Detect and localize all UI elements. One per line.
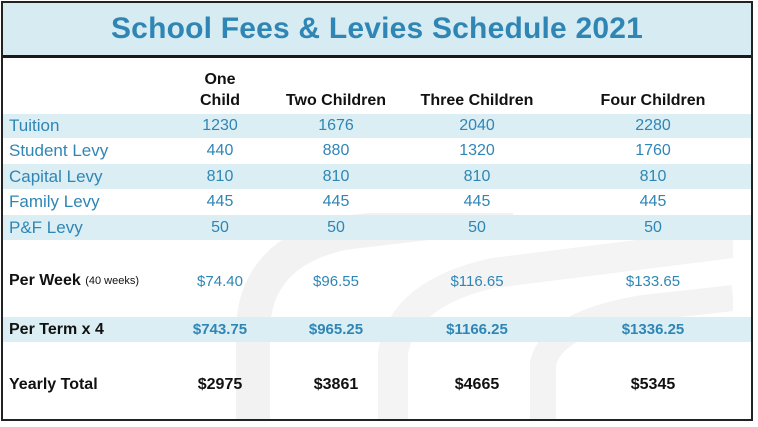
per-week-row	[3, 265, 751, 297]
table-cell: $3861	[313, 376, 359, 393]
row-label-student-levy: Student Levy	[9, 141, 109, 160]
table-cell: 2280	[635, 117, 671, 134]
table-cell: 1230	[202, 117, 238, 134]
table-cell: 1760	[635, 142, 671, 159]
table-cell: 445	[206, 193, 234, 210]
title-bar	[3, 3, 751, 58]
table-cell: $5345	[630, 376, 676, 393]
table-cell: 50	[327, 218, 345, 236]
table-cell: $2975	[197, 376, 243, 393]
table-cell: 810	[639, 167, 667, 185]
table-row	[3, 138, 751, 164]
per-term-label: Per Term x 4	[9, 320, 104, 338]
per-week-label: Per Week (40 weeks)	[9, 272, 139, 289]
table-cell: 50	[468, 218, 486, 236]
column-header-four-children: Four Children	[600, 92, 706, 109]
table-cell: 445	[463, 193, 491, 210]
table-cell: 880	[322, 142, 350, 159]
table-cell: 1320	[459, 142, 495, 159]
column-header-three-children: Three Children	[420, 92, 534, 109]
column-header-two-children: Two Children	[285, 92, 387, 109]
table-cell: 440	[206, 142, 234, 159]
table-cell: $116.65	[450, 272, 504, 290]
row-label-family-levy: Family Levy	[9, 192, 100, 211]
table-cell: 810	[206, 167, 234, 185]
row-label-tuition: Tuition	[9, 116, 60, 135]
yearly-total-label: Yearly Total	[9, 376, 98, 393]
per-term-row	[3, 317, 751, 342]
table-row	[3, 215, 751, 240]
table-row	[3, 189, 751, 215]
table-row	[3, 164, 751, 189]
page-title: School Fees & Levies Schedule 2021	[110, 12, 644, 45]
table-cell: $96.55	[313, 272, 359, 290]
table-cell: 1676	[318, 117, 354, 134]
table-cell: $1336.25	[621, 321, 685, 338]
table-cell: 50	[211, 218, 229, 236]
fees-table	[1, 1, 753, 421]
table-row	[3, 114, 751, 138]
header-row	[3, 61, 751, 111]
table-cell: $4665	[454, 376, 500, 393]
table-cell: 2040	[459, 117, 495, 134]
column-header-one-child: One Child	[200, 71, 240, 109]
row-label-capital-levy: Capital Levy	[9, 166, 103, 186]
table-cell: 810	[322, 167, 350, 185]
per-week-note: (40 weeks)	[85, 275, 139, 287]
table-cell: $133.65	[625, 272, 681, 290]
table-cell: 445	[639, 193, 667, 210]
table-cell: 445	[322, 193, 350, 210]
table-cell: $74.40	[197, 272, 243, 290]
table-cell: 50	[644, 218, 662, 236]
table-cell: 810	[463, 167, 491, 185]
table-cell: $1166.25	[446, 321, 508, 338]
yearly-total-row	[3, 369, 751, 401]
row-label-pf-levy: P&F Levy	[9, 217, 83, 237]
table-cell: $743.75	[192, 321, 248, 338]
table-cell: $965.25	[308, 321, 364, 338]
